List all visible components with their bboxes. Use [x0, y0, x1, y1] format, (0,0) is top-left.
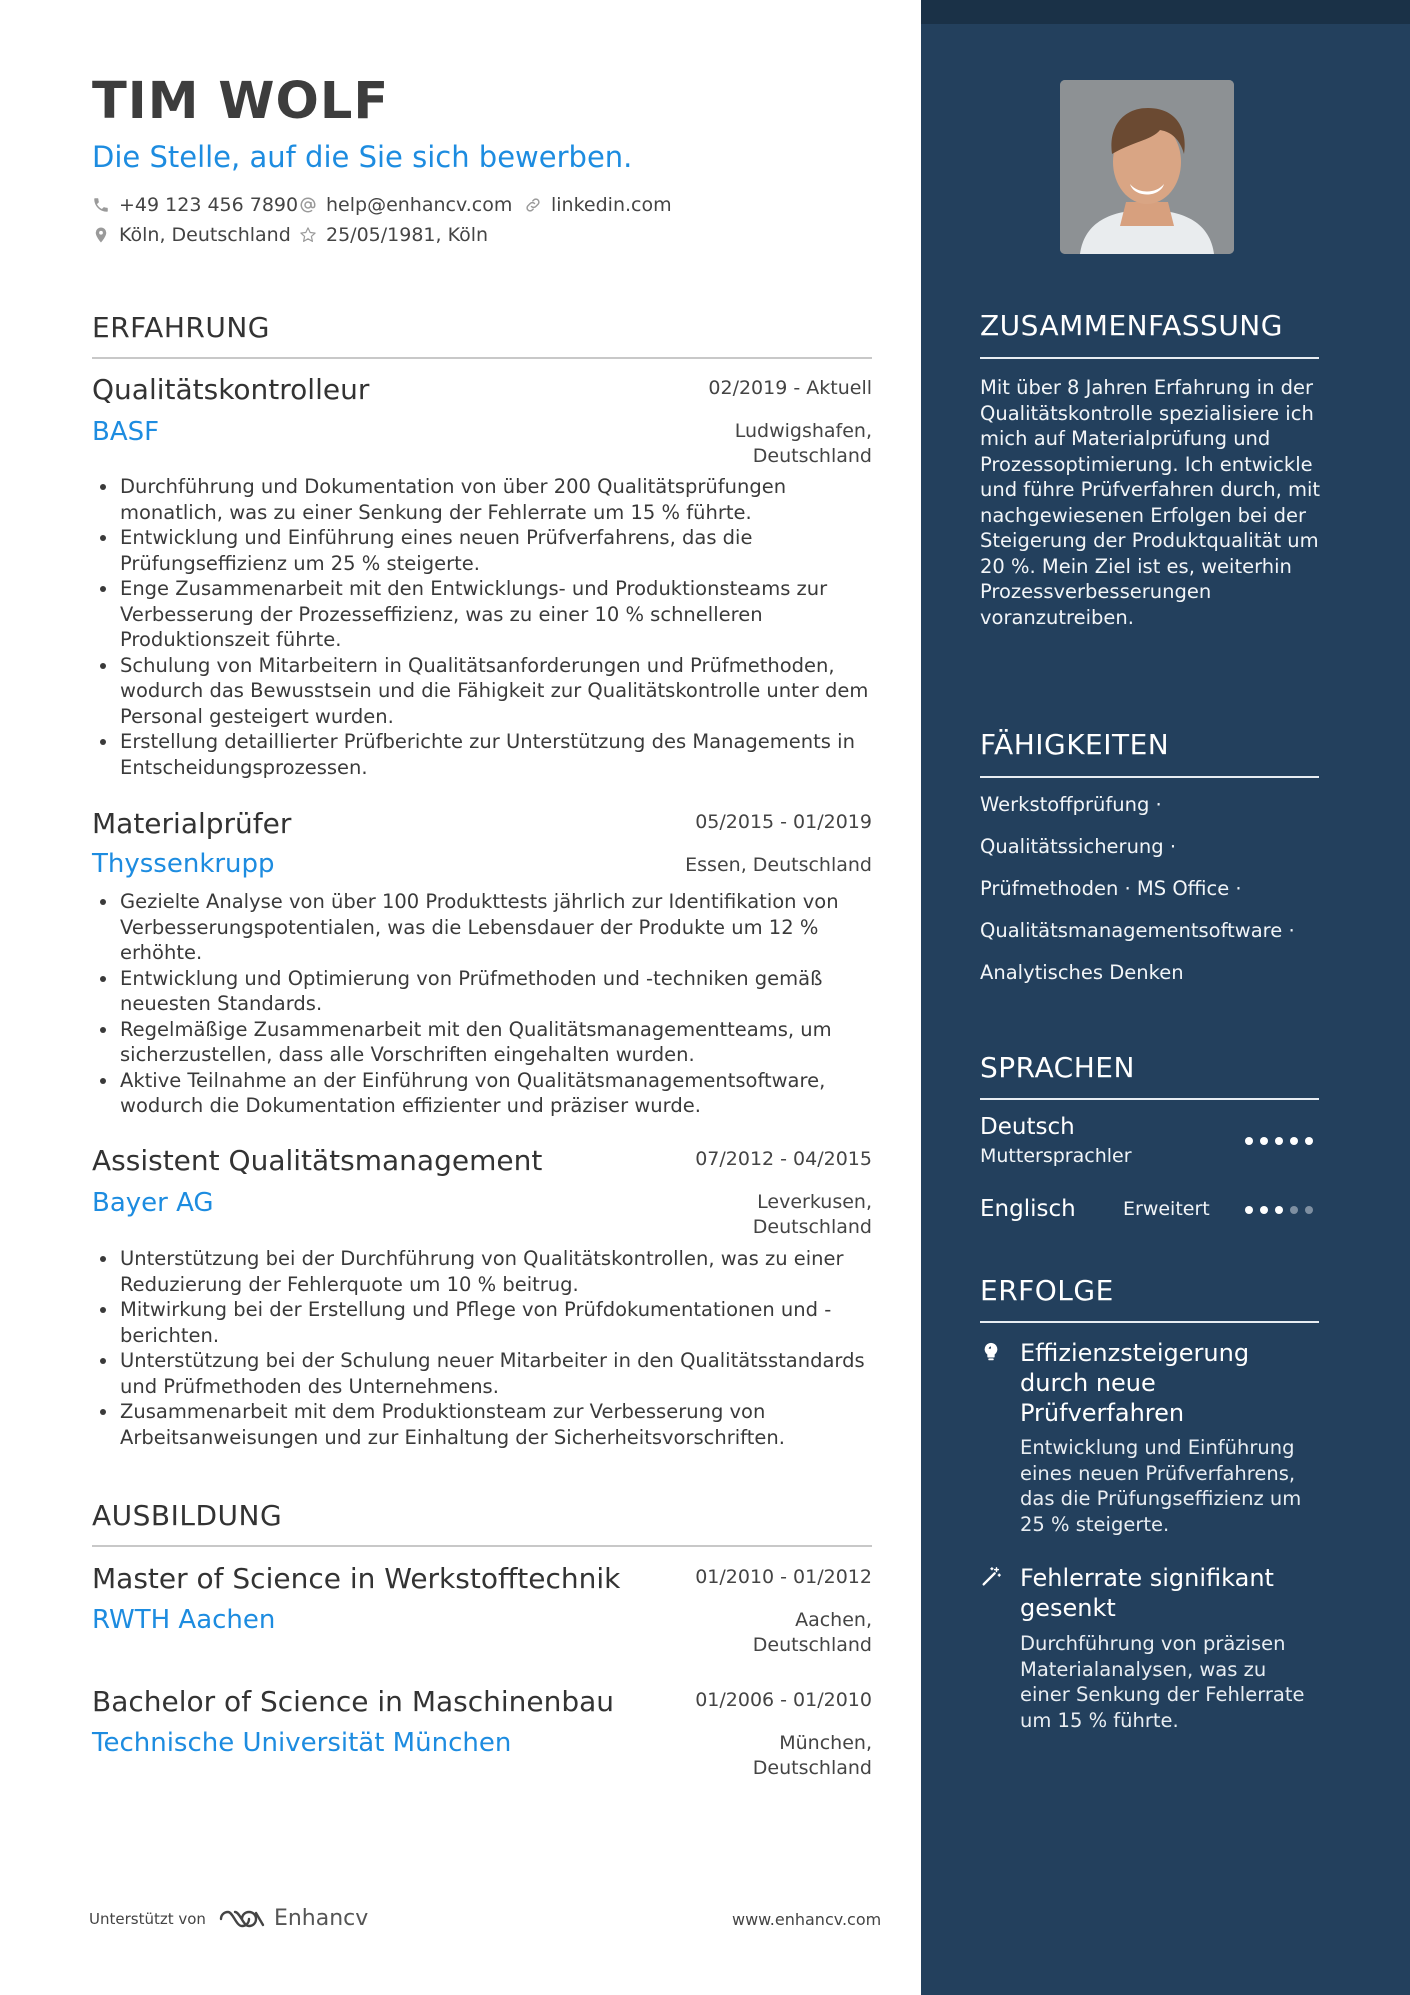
lightbulb-icon: [980, 1341, 1002, 1363]
enhancv-logo[interactable]: [218, 1906, 368, 1931]
magic-wand-icon: [980, 1566, 1002, 1588]
role-location-line: Leverkusen,: [757, 1191, 872, 1213]
rating-dot-filled: [1305, 1137, 1313, 1145]
bullet-item: Durchführung und Dokumentation von über 200 Qualitätsprüfungen monatlich, was zu einer Senkung der Fehlerrate um 15 % führte.: [120, 474, 872, 525]
education-dates: 01/2006 - 01/2010: [695, 1689, 872, 1711]
role-location-line: Deutschland: [752, 445, 872, 467]
skill-line: Prüfmethoden · MS Office ·: [980, 877, 1242, 900]
summary-heading: ZUSAMMENFASSUNG: [980, 309, 1283, 342]
rating-dot-filled: [1290, 1137, 1298, 1145]
language-name: Englisch: [980, 1196, 1076, 1222]
achievement-description: Entwicklung und Einführung eines neuen Prüfverfahrens, das die Prüfungseffizienz um 25 % steigerte.: [1020, 1436, 1302, 1536]
skills-divider: [980, 776, 1319, 778]
education-location-line: Deutschland: [752, 1634, 872, 1656]
role-dates: 02/2019 - Aktuell: [708, 377, 872, 399]
birth-text: 25/05/1981, Köln: [326, 224, 489, 246]
link-icon: [524, 196, 542, 214]
skill-line: Qualitätsmanagementsoftware ·: [980, 919, 1295, 942]
email-text: help@enhancv.com: [326, 194, 513, 216]
language-rating: [1238, 1206, 1313, 1214]
role-bullets: [92, 474, 872, 780]
school-name[interactable]: RWTH Aachen: [92, 1605, 276, 1635]
role-bullets: [92, 889, 872, 1119]
role-title: Qualitätskontrolleur: [92, 373, 370, 406]
role-dates: 07/2012 - 04/2015: [695, 1148, 872, 1170]
footer-branding: [89, 1906, 368, 1931]
candidate-name: TIM WOLF: [92, 72, 390, 131]
rating-dot-filled: [1260, 1137, 1268, 1145]
experience-divider: [92, 357, 872, 359]
bullet-item: Regelmäßige Zusammenarbeit mit den Qualitätsmanagementteams, um sicherzustellen, dass alle Vorschriften eingehalten wurden.: [120, 1017, 872, 1068]
role-location-line: Essen, Deutschland: [685, 854, 872, 876]
language-level: Erweitert: [1123, 1198, 1210, 1220]
enhancv-brand-text: Enhancv: [273, 1906, 369, 1931]
bullet-item: Schulung von Mitarbeitern in Qualitätsanforderungen und Prüfmethoden, wodurch das Bewusstsein und die Fähigkeit zur Qualitätskontrolle unter dem Personal gesteigert wurden.: [120, 653, 872, 730]
location-pin-icon: [92, 226, 110, 244]
education-location: [753, 1731, 872, 1781]
summary-divider: [980, 357, 1319, 359]
company-name[interactable]: Thyssenkrupp: [92, 849, 275, 879]
bullet-item: Gezielte Analyse von über 100 Produkttests jährlich zur Identifikation von Verbesserungspotentialen, was die Lebensdauer der Produkte um 12 % erhöhte.: [120, 889, 872, 966]
company-name[interactable]: Bayer AG: [92, 1188, 214, 1218]
linkedin-text: linkedin.com: [551, 194, 672, 216]
rating-dot-filled: [1275, 1137, 1283, 1145]
achievement-title: Fehlerrate signifikant gesenkt: [1020, 1564, 1274, 1622]
languages-heading: SPRACHEN: [980, 1051, 1135, 1084]
contact-location: [92, 224, 291, 246]
education-location-line: Aachen,: [795, 1609, 872, 1631]
rating-dot-filled: [1275, 1206, 1283, 1214]
experience-heading: ERFAHRUNG: [92, 311, 270, 344]
role-bullets: [92, 1246, 872, 1450]
achievement-title: Effizienzsteigerung durch neue Prüfverfahren: [1020, 1339, 1250, 1427]
contact-phone[interactable]: [92, 194, 298, 216]
bullet-item: Aktive Teilnahme an der Einführung von Qualitätsmanagementsoftware, wodurch die Dokumentation effizienter und präziser wurde.: [120, 1068, 872, 1119]
bullet-item: Erstellung detaillierter Prüfberichte zur Unterstützung des Managements in Entscheidungsprozessen.: [120, 729, 872, 780]
education-location-line: München,: [779, 1732, 872, 1754]
achievements-divider: [980, 1321, 1319, 1323]
role-title: Materialprüfer: [92, 807, 292, 840]
phone-icon: [92, 196, 110, 214]
degree-title: Master of Science in Werkstofftechnik: [92, 1562, 621, 1595]
enhancv-logo-icon: [218, 1908, 266, 1930]
role-location: [735, 419, 872, 469]
profile-photo: [1060, 80, 1234, 254]
skill-line: Werkstoffprüfung ·: [980, 793, 1162, 816]
powered-by-text: Unterstützt von: [89, 1909, 206, 1928]
rating-dot-empty: [1305, 1206, 1313, 1214]
sidebar-top-band: [921, 0, 1410, 24]
bullet-item: Entwicklung und Optimierung von Prüfmethoden und -techniken gemäß neuesten Standards.: [120, 966, 872, 1017]
role-location: [753, 1190, 872, 1240]
language-rating: [1238, 1137, 1313, 1145]
skills-heading: FÄHIGKEITEN: [980, 728, 1170, 761]
education-divider: [92, 1545, 872, 1547]
role-dates: 05/2015 - 01/2019: [695, 811, 872, 833]
bullet-item: Unterstützung bei der Schulung neuer Mitarbeiter in den Qualitätsstandards und Prüfmethoden des Unternehmens.: [120, 1348, 872, 1399]
summary-text: Mit über 8 Jahren Erfahrung in der Qualitätskontrolle spezialisiere ich mich auf Materialprüfung und Prozessoptimierung. Ich entwickle und führe Prüfverfahren durch, mit nachgewiesenen Erfolgen bei der Steigerung der Produktqualität um 20 %. Mein Ziel ist es, weiterhin Prozessverbesserungen voranzutreiben.: [980, 376, 1321, 629]
languages-divider: [980, 1098, 1319, 1100]
contact-birth: [299, 224, 488, 246]
role-location-line: Deutschland: [752, 1216, 872, 1238]
school-name[interactable]: Technische Universität München: [92, 1728, 512, 1758]
achievement-description: Durchführung von präzisen Materialanalysen, was zu einer Senkung der Fehlerrate um 15 % führte.: [1020, 1632, 1305, 1732]
education-location-line: Deutschland: [752, 1757, 872, 1779]
bullet-item: Entwicklung und Einführung eines neuen Prüfverfahrens, das die Prüfungseffizienz um 25 % steigerte.: [120, 525, 872, 576]
location-text: Köln, Deutschland: [119, 224, 291, 246]
bullet-item: Mitwirkung bei der Erstellung und Pflege von Prüfdokumentationen und -berichten.: [120, 1297, 872, 1348]
company-name[interactable]: BASF: [92, 417, 160, 447]
profile-photo-image: [1060, 80, 1234, 254]
footer-website[interactable]: www.enhancv.com: [732, 1910, 882, 1929]
contact-email[interactable]: [299, 194, 512, 216]
phone-text: +49 123 456 7890: [119, 194, 299, 216]
language-level: Muttersprachler: [980, 1145, 1132, 1167]
role-location-line: Ludwigshafen,: [734, 420, 872, 442]
bullet-item: Zusammenarbeit mit dem Produktionsteam zur Verbesserung von Arbeitsanweisungen und zur Einhaltung der Sicherheitsvorschriften.: [120, 1399, 872, 1450]
skill-line: Qualitätssicherung ·: [980, 835, 1177, 858]
degree-title: Bachelor of Science in Maschinenbau: [92, 1685, 615, 1718]
rating-dot-filled: [1245, 1206, 1253, 1214]
achievements-heading: ERFOLGE: [980, 1274, 1114, 1307]
education-dates: 01/2010 - 01/2012: [695, 1566, 872, 1588]
education-location: [753, 1608, 872, 1658]
education-heading: AUSBILDUNG: [92, 1499, 283, 1532]
star-icon: [299, 226, 317, 244]
rating-dot-filled: [1245, 1137, 1253, 1145]
language-name: Deutsch: [980, 1114, 1075, 1140]
skill-line: Analytisches Denken: [980, 961, 1184, 984]
bullet-item: Enge Zusammenarbeit mit den Entwicklungs- und Produktionsteams zur Verbesserung der Prozesseffizienz, was zu einer 10 % schnelleren Produktionszeit führte.: [120, 576, 872, 653]
bullet-item: Unterstützung bei der Durchführung von Qualitätskontrollen, was zu einer Reduzierung der Fehlerquote um 10 % beitrug.: [120, 1246, 872, 1297]
role-location: [685, 853, 872, 878]
rating-dot-filled: [1260, 1206, 1268, 1214]
role-title: Assistent Qualitätsmanagement: [92, 1144, 543, 1177]
job-title: Die Stelle, auf die Sie sich bewerben.: [92, 140, 633, 174]
rating-dot-empty: [1290, 1206, 1298, 1214]
at-icon: [299, 196, 317, 214]
contact-linkedin[interactable]: [524, 194, 672, 216]
